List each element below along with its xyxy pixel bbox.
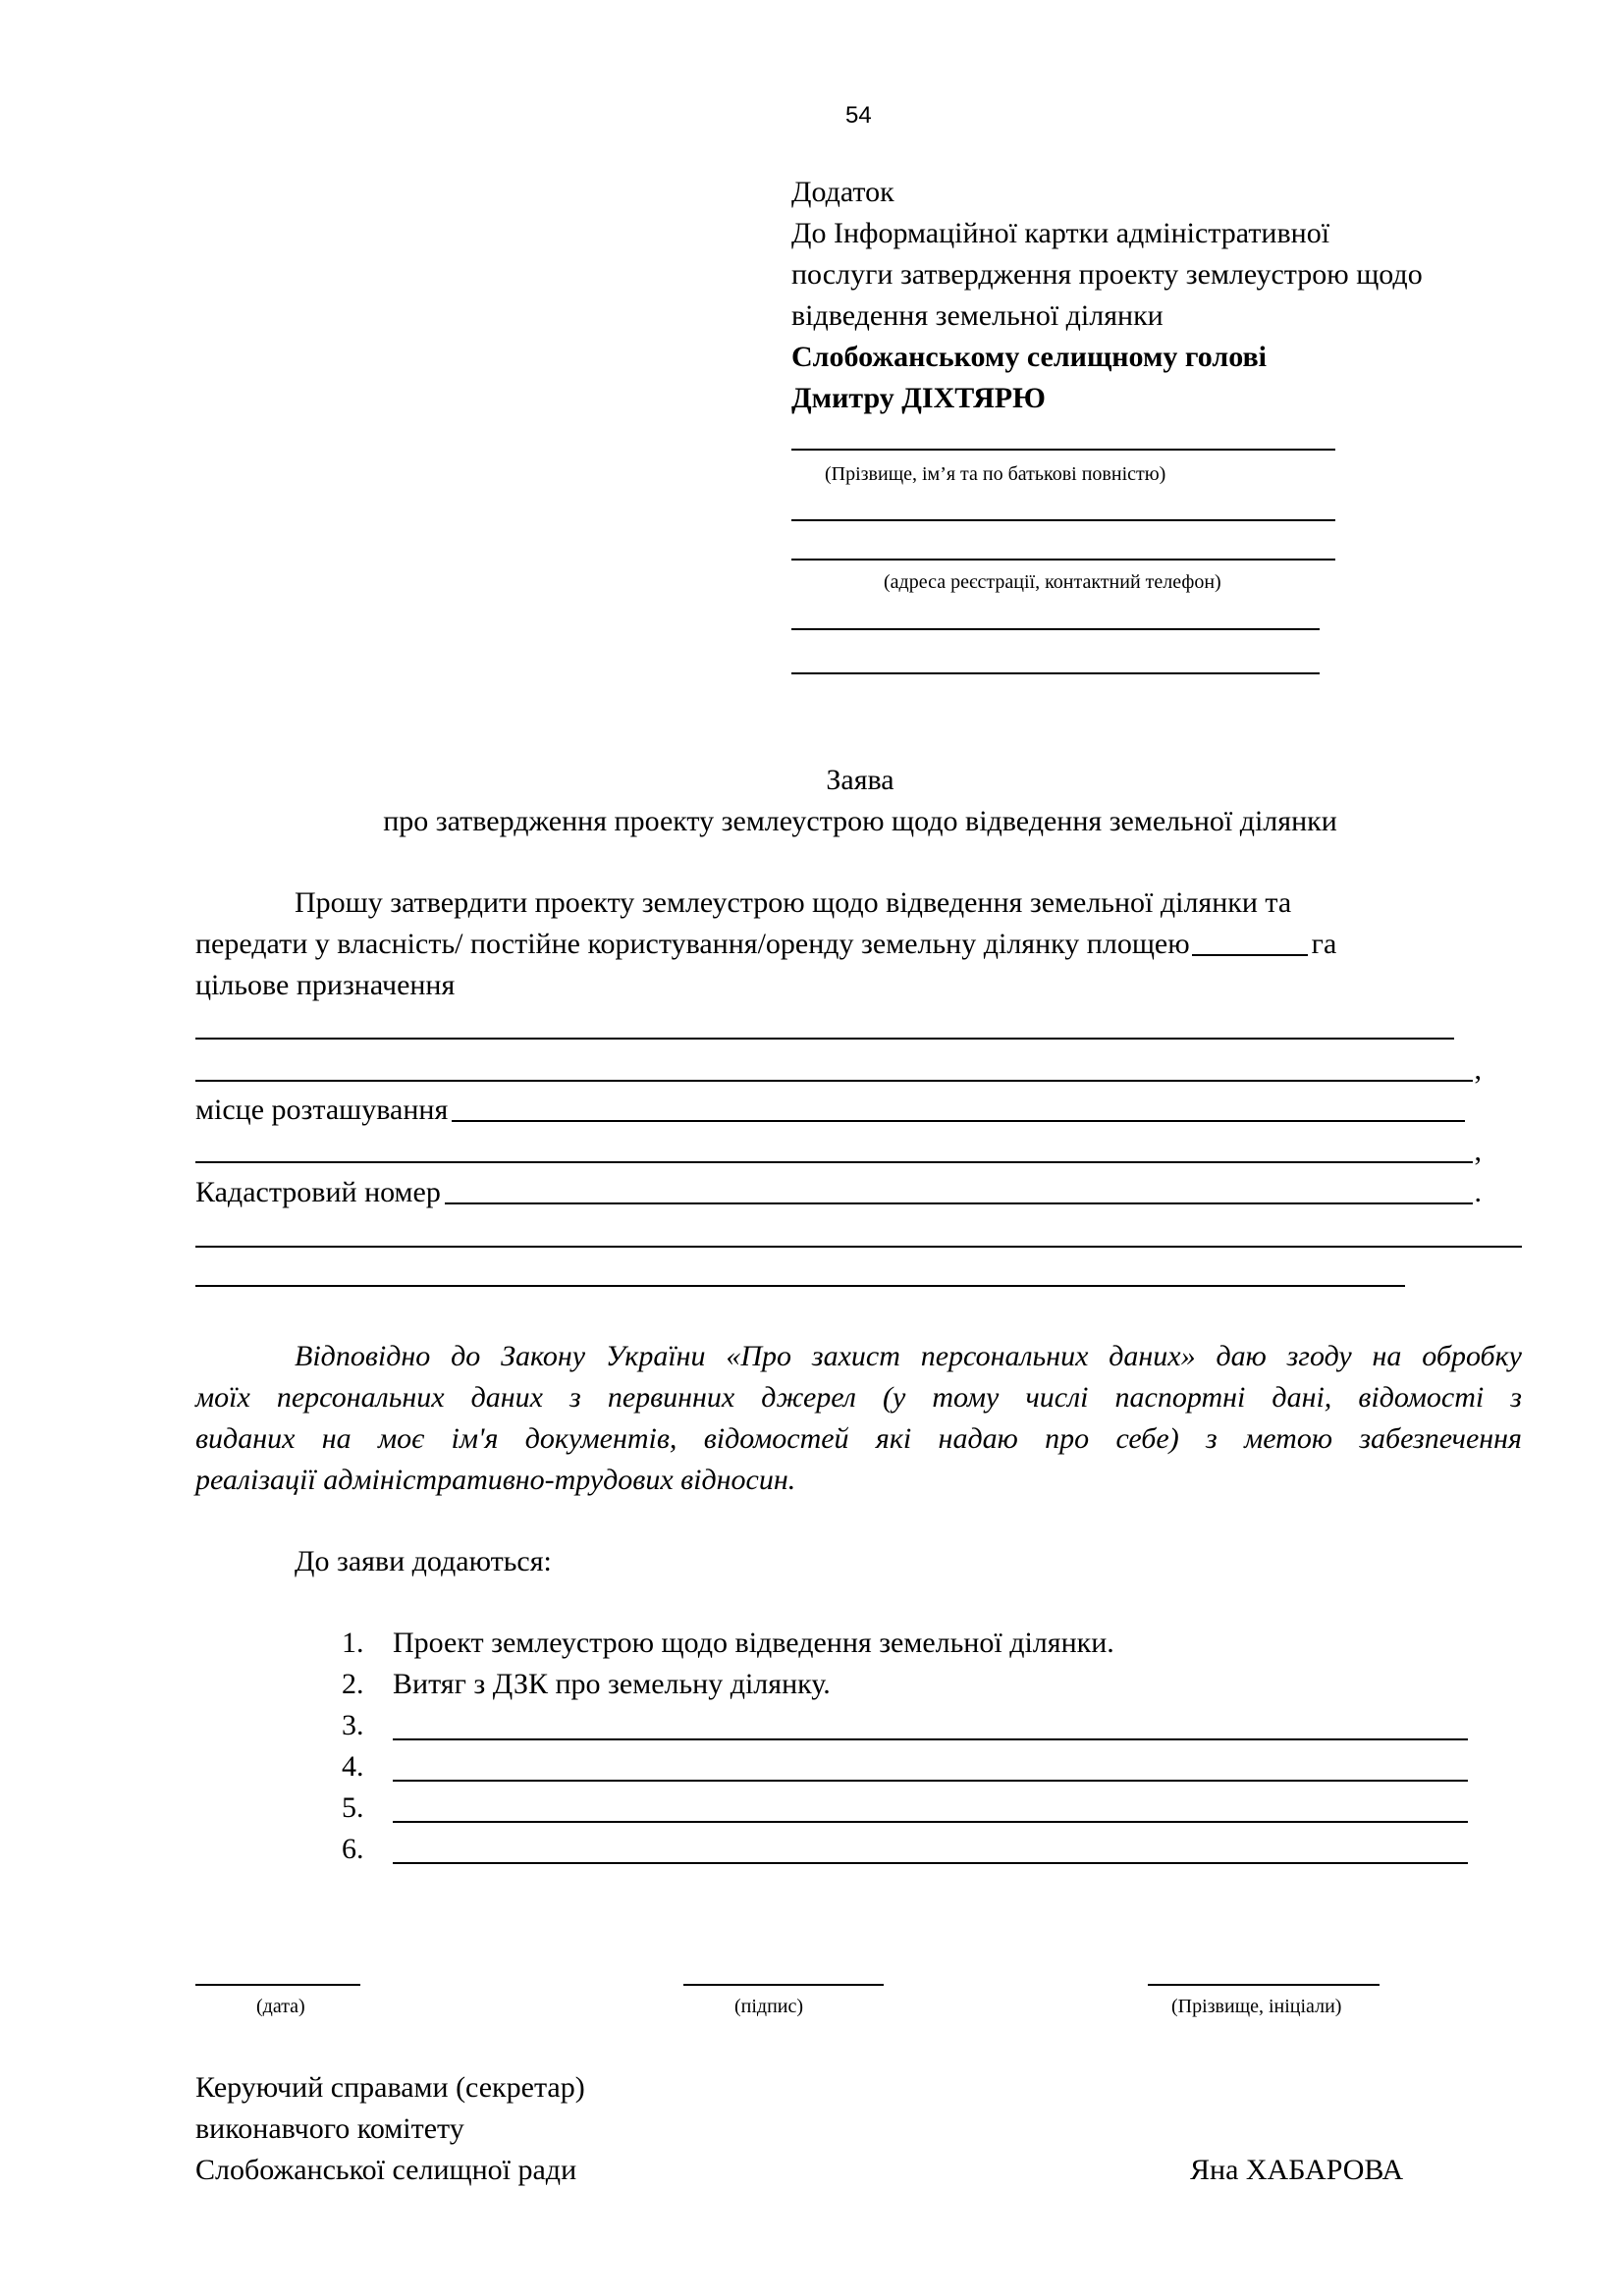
purpose-field-line[interactable] [195, 1038, 1454, 1040]
applicant-name-field[interactable] [791, 449, 1335, 451]
attachments-heading: До заяви додаються: [295, 1545, 552, 1577]
purpose-field-line[interactable] [195, 1080, 1473, 1082]
official-position: Керуючий справами (секретар) [195, 2071, 585, 2104]
initials-hint: (Прізвище, ініціали) [1171, 1996, 1342, 2017]
extra-field-line[interactable] [791, 672, 1320, 674]
name-field-hint: (Прізвище, ім’я та по батькові повністю) [825, 463, 1166, 485]
extra-field-line[interactable] [195, 1285, 1405, 1287]
consent-text: Відповідно до Закону України «Про захист персональних даних» даю згоду на обробку [295, 1340, 1522, 1372]
reference-line: До Інформаційної картки адміністративної [791, 217, 1330, 249]
page-number: 54 [845, 102, 872, 129]
addressee-line: Слобожанському селищному голові [791, 341, 1268, 373]
consent-text: реалізації адміністративно-трудових відносин. [195, 1464, 796, 1496]
list-item: Витяг з ДЗК про земельну ділянку. [393, 1668, 831, 1700]
official-position: виконавчого комітету [195, 2112, 464, 2145]
consent-text: виданих на моє ім'я документів, відомостей які надаю про себе) з метою забезпечення [195, 1422, 1522, 1455]
initials-field[interactable] [1148, 1984, 1380, 1986]
attachment-field[interactable] [393, 1821, 1468, 1823]
appendix-label: Додаток [791, 176, 894, 208]
attachment-field[interactable] [393, 1862, 1468, 1864]
location-field-line[interactable] [195, 1161, 1473, 1163]
cadastral-label: Кадастровий номер [195, 1176, 441, 1208]
list-item-number: 5. [342, 1791, 364, 1824]
list-item-number: 1. [342, 1627, 364, 1659]
address-field-line[interactable] [791, 559, 1335, 561]
signature-field[interactable] [683, 1984, 884, 1986]
request-text: Прошу затвердити проекту землеустрою щодо відведення земельної ділянки та [295, 886, 1292, 919]
cadastral-number-field[interactable] [445, 1202, 1473, 1204]
extra-field-line[interactable] [195, 1246, 1522, 1248]
address-field-hint: (адреса реєстрації, контактний телефон) [884, 571, 1221, 593]
signer-name: Яна ХАБАРОВА [1190, 2154, 1404, 2186]
official-position: Слобожанської селищної ради [195, 2154, 577, 2186]
reference-line: відведення земельної ділянки [791, 299, 1164, 332]
comma: , [1474, 1135, 1482, 1167]
reference-line: послуги затвердження проекту землеустрою щодо [791, 258, 1423, 291]
addressee-line: Дмитру ДІХТЯРЮ [791, 382, 1046, 414]
list-item-number: 2. [342, 1668, 364, 1700]
extra-field-line[interactable] [791, 628, 1320, 630]
list-item-number: 3. [342, 1709, 364, 1741]
purpose-field-row [195, 1049, 1482, 1091]
request-text: передати у власність/ постійне користування/оренду земельну ділянку площею [195, 928, 1190, 960]
location-field-row [195, 1131, 1482, 1172]
location-row [195, 1090, 1467, 1131]
period: . [1474, 1176, 1482, 1208]
date-hint: (дата) [256, 1996, 305, 2017]
date-field[interactable] [195, 1984, 360, 1986]
purpose-label: цільове призначення [195, 969, 456, 1001]
attachment-field[interactable] [393, 1780, 1468, 1782]
hectare-unit: га [1311, 928, 1337, 960]
document-title: Заява [826, 764, 894, 796]
address-field-line[interactable] [791, 519, 1335, 521]
list-item: Проект землеустрою щодо відведення земельної ділянки. [393, 1627, 1114, 1659]
request-area-row [195, 924, 1482, 965]
consent-text: моїх персональних даних з первинних джерел (у тому числі паспортні дані, відомості з [195, 1381, 1522, 1414]
list-item-number: 4. [342, 1750, 364, 1783]
cadastral-row [195, 1172, 1482, 1213]
list-item-number: 6. [342, 1833, 364, 1865]
signature-hint: (підпис) [734, 1996, 804, 2017]
comma: , [1474, 1053, 1482, 1086]
document-subtitle: про затвердження проекту землеустрою щодо відведення земельної ділянки [383, 805, 1337, 837]
attachment-field[interactable] [393, 1738, 1468, 1740]
location-field[interactable] [452, 1120, 1465, 1122]
area-field[interactable] [1192, 954, 1308, 956]
location-label: місце розташування [195, 1094, 449, 1126]
